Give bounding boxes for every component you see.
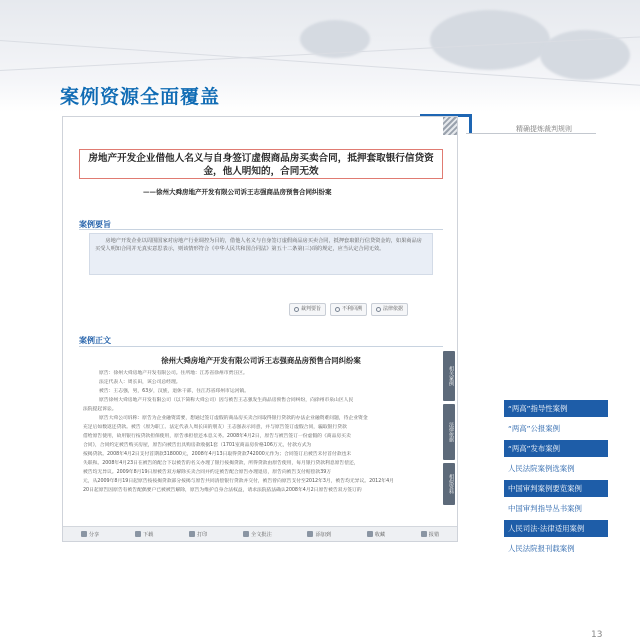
document-toolbar bbox=[63, 526, 457, 541]
map-continent bbox=[430, 10, 550, 70]
document-line: 按揭贷款。2008年4月2日支付首期款318000元，2008年4月13日取得贷款742000元作为；合同签订后被告未付首付款也未 bbox=[83, 452, 352, 457]
case-source-item: 人民司法·法律适用案例 bbox=[504, 520, 608, 537]
page-heading: 案例资源全面覆盖 bbox=[60, 86, 221, 108]
section-divider bbox=[79, 346, 443, 347]
case-source-item: 人民法院案例选案例 bbox=[508, 464, 575, 473]
side-tabs bbox=[443, 351, 455, 508]
body-heading: 案例正文 bbox=[79, 336, 111, 345]
add-to-button[interactable] bbox=[307, 531, 331, 538]
document-line: 法院提起诉讼。 bbox=[83, 407, 117, 412]
side-tab-related-cases[interactable]: 相关案例 bbox=[443, 351, 455, 401]
document-line: 充足后如数返还贷款。被告（原为职工、法定代表人周长田的朋友）王志强表示同意，并与原告签订虚假合同，骗取银行贷款 bbox=[83, 425, 347, 430]
case-subtitle bbox=[143, 187, 443, 196]
document-line: 原告大舜公司诉称：原告为企业融资需要，想通过签订虚假的商品房买卖合同取得银行贷款的办法企业融资难问题，待企业资金 bbox=[99, 416, 368, 421]
section-divider bbox=[79, 229, 443, 230]
summary-button-label: 裁判要旨 bbox=[301, 306, 322, 312]
frame-accent bbox=[469, 114, 472, 134]
side-tab-similar[interactable]: 相似资料 bbox=[443, 463, 455, 505]
case-screenshot bbox=[62, 116, 458, 542]
legal-basis-button-label: 法律依据 bbox=[383, 306, 404, 312]
document-line: 合同》，合同约定被告购买房屋，原告向被告出具购房款收据1套（1701室商品房价格106万元，付款方式为 bbox=[83, 443, 312, 448]
document-line: 被告均无异议。2009年8月19日原被告双方解除买卖合同并约定被告配合原告办理退房，原告向被告支付赔偿款39万 bbox=[83, 470, 332, 475]
report-error-label: 报错 bbox=[428, 531, 440, 538]
download-label: 下载 bbox=[142, 531, 154, 538]
favorite-button[interactable] bbox=[367, 531, 385, 538]
trace-button-label: 不利回溯 bbox=[342, 306, 363, 312]
case-title: 房地产开发企业借他人名义与自身签订虚假商品房买卖合同，抵押套取银行信贷资金，他人明知的，合同无效 bbox=[79, 149, 443, 179]
circle-icon bbox=[376, 307, 381, 312]
side-tab-legal-basis[interactable]: 法律依据 bbox=[443, 404, 455, 460]
case-subtitle-text: ——徐州大舜房地产开发有限公司诉王志强商品房预售合同纠纷案 bbox=[143, 188, 332, 196]
print-button[interactable] bbox=[189, 531, 207, 538]
side-caption: 精确提炼裁判规则 bbox=[516, 125, 572, 133]
case-source-item: “两高”指导性案例 bbox=[504, 400, 608, 417]
print-icon bbox=[189, 531, 195, 537]
document-line: 被告：王志强，男，63岁，汉族，退休干部，住江苏省邳州市运河镇。 bbox=[99, 389, 250, 394]
summary-button[interactable] bbox=[289, 303, 326, 316]
download-icon bbox=[135, 531, 141, 537]
annotate-label: 全文批注 bbox=[251, 531, 272, 538]
favorite-label: 收藏 bbox=[374, 531, 386, 538]
share-label: 分享 bbox=[88, 531, 100, 538]
flag-icon bbox=[421, 531, 427, 537]
document-title: 徐州大舜房地产开发有限公司诉王志强商品房预售合同纠纷案 bbox=[161, 356, 361, 365]
trace-button[interactable] bbox=[330, 303, 367, 316]
report-error-button[interactable] bbox=[421, 531, 439, 538]
circle-icon bbox=[294, 307, 299, 312]
case-source-item: 中国审判指导丛书案例 bbox=[508, 504, 582, 513]
document-line: 法定代表人：周长田，该公司总经理。 bbox=[99, 380, 181, 385]
add-to-label: 添加到 bbox=[315, 531, 332, 538]
summary-text: 房地产开发企业以周围国家对房地产行业调控为目的，借他人名义与自身签订虚假商品房买卖合同，抵押套取银行信贷资金的，如果商品房买受人明知合同并无真实意思表示，则该情形符合《中华人民共和国合同法》第五十二条第(三)项的规定，应当认定合同无效。 bbox=[89, 233, 433, 275]
document-line: 借给原告使用，故用银行按贷款担保使用，原告承担偿还本息义务。2008年4月2日，原告与被告签订一份虚假的《商品房买卖 bbox=[83, 434, 351, 439]
case-source-item: “两高”发布案例 bbox=[504, 440, 608, 457]
circle-icon bbox=[335, 307, 340, 312]
share-button[interactable] bbox=[81, 531, 99, 538]
case-source-list bbox=[504, 400, 608, 560]
document-line: 元，从2009年8月19日起原告按按揭贷款部分按揭与原告共同清偿银行贷款并交付，被告曾向原告支付至2012年3月，被告均无异议。2012年4月 bbox=[83, 479, 394, 484]
legal-basis-button[interactable] bbox=[371, 303, 408, 316]
summary-actions bbox=[289, 303, 408, 316]
document-line: 原告：徐州大舜房地产开发有限公司。住所地：江苏省徐州市贾汪区。 bbox=[99, 371, 248, 376]
download-button[interactable] bbox=[135, 531, 153, 538]
case-source-item: 中国审判案例要览案例 bbox=[504, 480, 608, 497]
document-line: 原告徐州大舜房地产开发有限公司（以下简称大舜公司）因与被告王志强发生商品房预售合同纠纷，向徐州市泉山区人民 bbox=[99, 398, 354, 403]
annotate-icon bbox=[243, 531, 249, 537]
page-number: 13 bbox=[591, 630, 603, 640]
print-label: 打印 bbox=[196, 531, 208, 538]
share-icon bbox=[81, 531, 87, 537]
document-line: 20日起原告因原告有被告配偶要户已被被告解除，原告为维护自身合法权益，请求法院依法确认2008年4月2日原告被告双方签订的 bbox=[83, 488, 362, 493]
document-body bbox=[83, 369, 441, 495]
case-source-item: 人民法院报刊载案例 bbox=[508, 544, 575, 553]
summary-heading: 案例要旨 bbox=[79, 220, 111, 229]
add-icon bbox=[307, 531, 313, 537]
document-line: 失联和。2008年4月23日在被告的配合下以被告的名义办理了银行按揭贷款，所得贷款由原告使用，每月银行贷款利息原告偿还， bbox=[83, 461, 359, 466]
page-curl-icon bbox=[443, 117, 457, 135]
star-icon bbox=[367, 531, 373, 537]
annotate-button[interactable] bbox=[243, 531, 272, 538]
case-source-item: “两高”公报案例 bbox=[508, 424, 561, 433]
